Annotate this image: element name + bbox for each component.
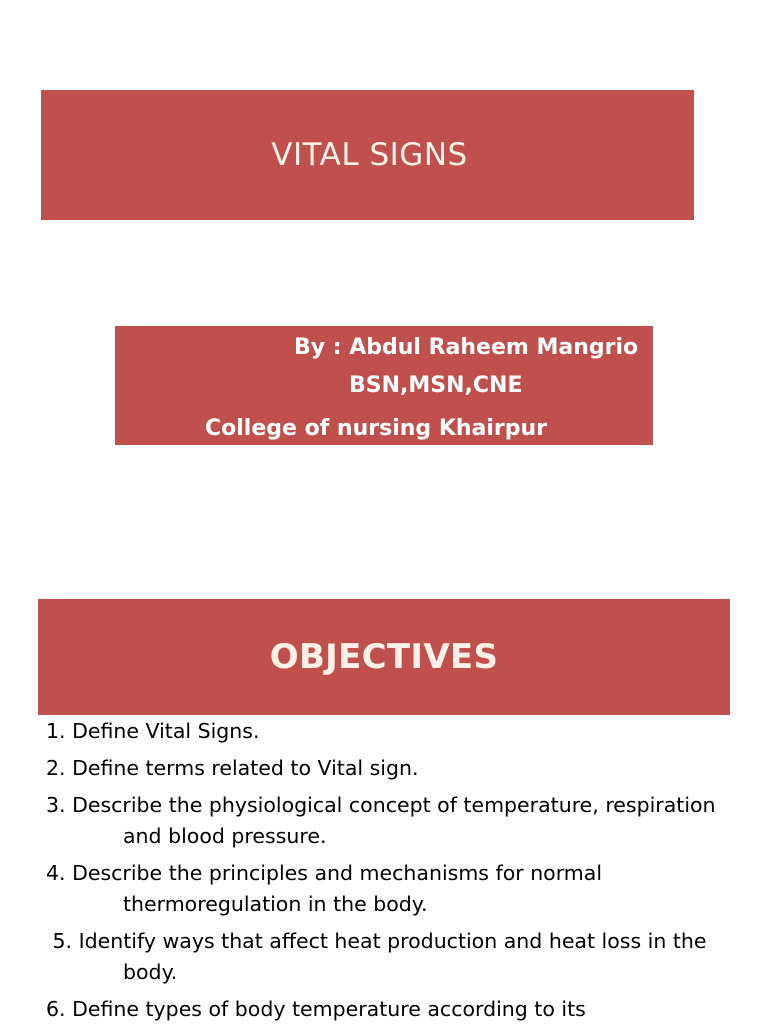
objective-item-2	[46, 753, 746, 784]
objective-text: 5. Identify ways that affect heat production and heat loss in the	[46, 929, 707, 953]
slide-title: VITAL SIGNS	[271, 137, 468, 173]
objective-text: 4. Describe the principles and mechanisms for normal	[46, 861, 603, 885]
objectives-banner	[38, 599, 730, 715]
objective-item-6	[46, 994, 746, 1025]
objective-continuation: thermoregulation in the body.	[123, 892, 428, 916]
objective-item-4	[46, 858, 746, 920]
objective-item-3	[46, 790, 746, 852]
objective-continuation: body.	[123, 960, 178, 984]
objective-text: 3. Describe the physiological concept of temperature, respiration	[46, 793, 716, 817]
objective-text: 2. Define terms related to Vital sign.	[46, 756, 419, 780]
author-college: College of nursing Khairpur	[205, 416, 548, 441]
objectives-heading: OBJECTIVES	[269, 637, 499, 677]
author-box	[115, 326, 653, 445]
author-name: By : Abdul Raheem Mangrio	[294, 335, 639, 360]
objectives-list	[46, 716, 746, 1031]
objective-item-1	[46, 716, 746, 747]
author-credentials: BSN,MSN,CNE	[349, 373, 523, 398]
objective-continuation: and blood pressure.	[123, 824, 327, 848]
objective-text: 6. Define types of body temperature according to its	[46, 997, 586, 1021]
objective-item-5	[46, 926, 746, 988]
objective-text: 1. Define Vital Signs.	[46, 719, 260, 743]
title-banner	[41, 90, 694, 220]
